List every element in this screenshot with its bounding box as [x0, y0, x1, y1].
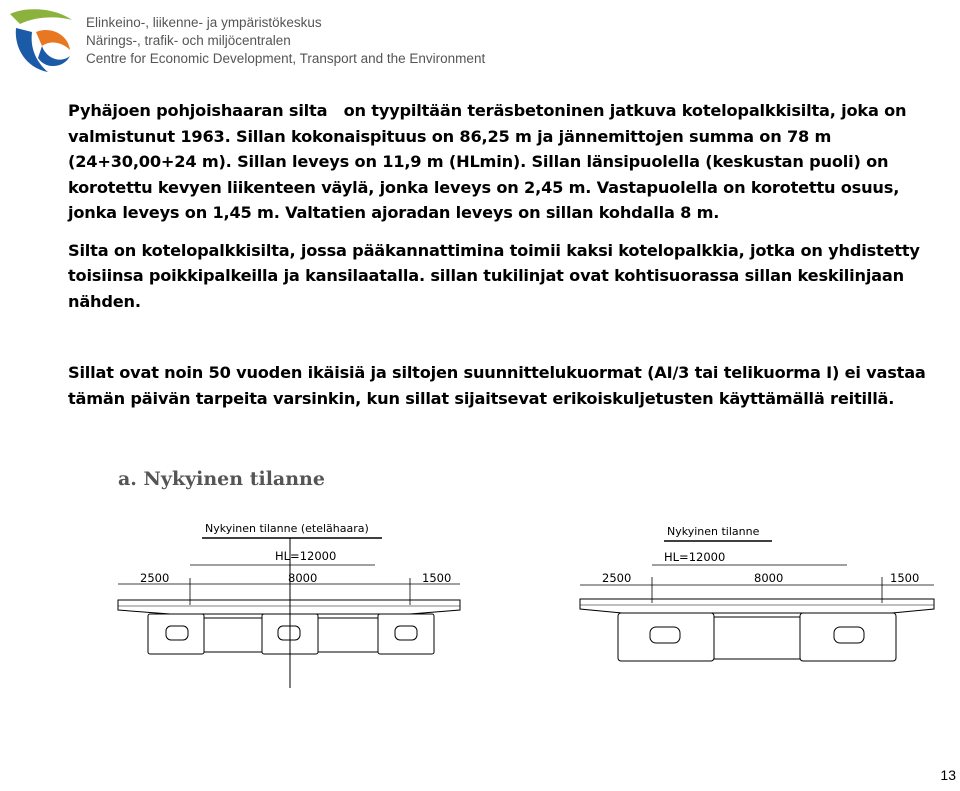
paragraph-bridge-description: [68, 98, 948, 226]
logo-orange-shape: [36, 30, 70, 50]
body-text: [68, 98, 948, 411]
ely-centre-logo: [6, 4, 74, 74]
drawing-left-dim-left: 2500: [140, 571, 170, 585]
paragraph-age: Sillat ovat noin 50 vuoden ikäisiä ja siltojen suunnittelukuormat (AI/3 tai telikuorma I) ei vastaa tämän päivän tarpeita varsinkin, kun sillat sijaitsevat erikoiskuljetusten käyttämällä reitillä.: [68, 363, 926, 408]
paragraph-structure: Silta on kotelopalkkisilta, jossa pääkannattimina toimii kaksi kotelopalkkia, jotka on yhdistetty toisiinsa poikkipalkeilla ja kansilaatalla. sillan tukilinjat ovat kohtisuorassa sillan keskilinjaan nähden.: [68, 240, 920, 311]
drawing-left-title: Nykyinen tilanne (etelähaara): [205, 522, 369, 535]
drawing-left-dim-right: 1500: [422, 571, 452, 585]
cross-section-drawing-right: [572, 515, 942, 675]
drawing-right-dim-right: 1500: [890, 571, 920, 585]
drawing-left-dim-mid: 8000: [288, 571, 318, 585]
drawing-right-dim-mid: 8000: [754, 571, 784, 585]
org-name-swedish: Närings-, trafik- och miljöcentralen: [86, 33, 291, 48]
drawing-left-hl: HL=12000: [275, 549, 337, 563]
bridge-name: Pyhäjoen pohjoishaaran silta: [68, 101, 328, 120]
logo-blue-lower: [38, 46, 70, 66]
drawing-right-dim-left: 2500: [602, 571, 632, 585]
section-heading: a. Nykyinen tilanne: [118, 468, 325, 490]
org-name-finnish: Elinkeino-, liikenne- ja ympäristökeskus: [86, 15, 322, 30]
cross-section-drawing-left: [110, 510, 470, 690]
organization-name: [86, 14, 485, 68]
drawing-right-hl: HL=12000: [664, 550, 726, 564]
drawing-right-title: Nykyinen tilanne: [667, 525, 760, 538]
logo-green-leaf: [10, 9, 72, 24]
page-number: 13: [940, 767, 956, 783]
org-name-english: Centre for Economic Development, Transport and the Environment: [86, 51, 486, 66]
bridge-description: on tyypiltään teräsbetoninen jatkuva kotelopalkkisilta, joka on valmistunut 1963. Sillan kokonaispituus on 86,25 m ja jännemittojen summa on 78 m (24+30,00+24 m). Sillan leveys on 11,9 m (HLmin). Sillan länsipuolella (keskustan puoli) on korotettu kevyen liikenteen väylä, jonka leveys on 2,45 m. Vastapuolella on korotettu osuus, jonka leveys on 1,45 m. Valtatien ajoradan leveys on sillan kohdalla 8 m.: [68, 101, 907, 222]
